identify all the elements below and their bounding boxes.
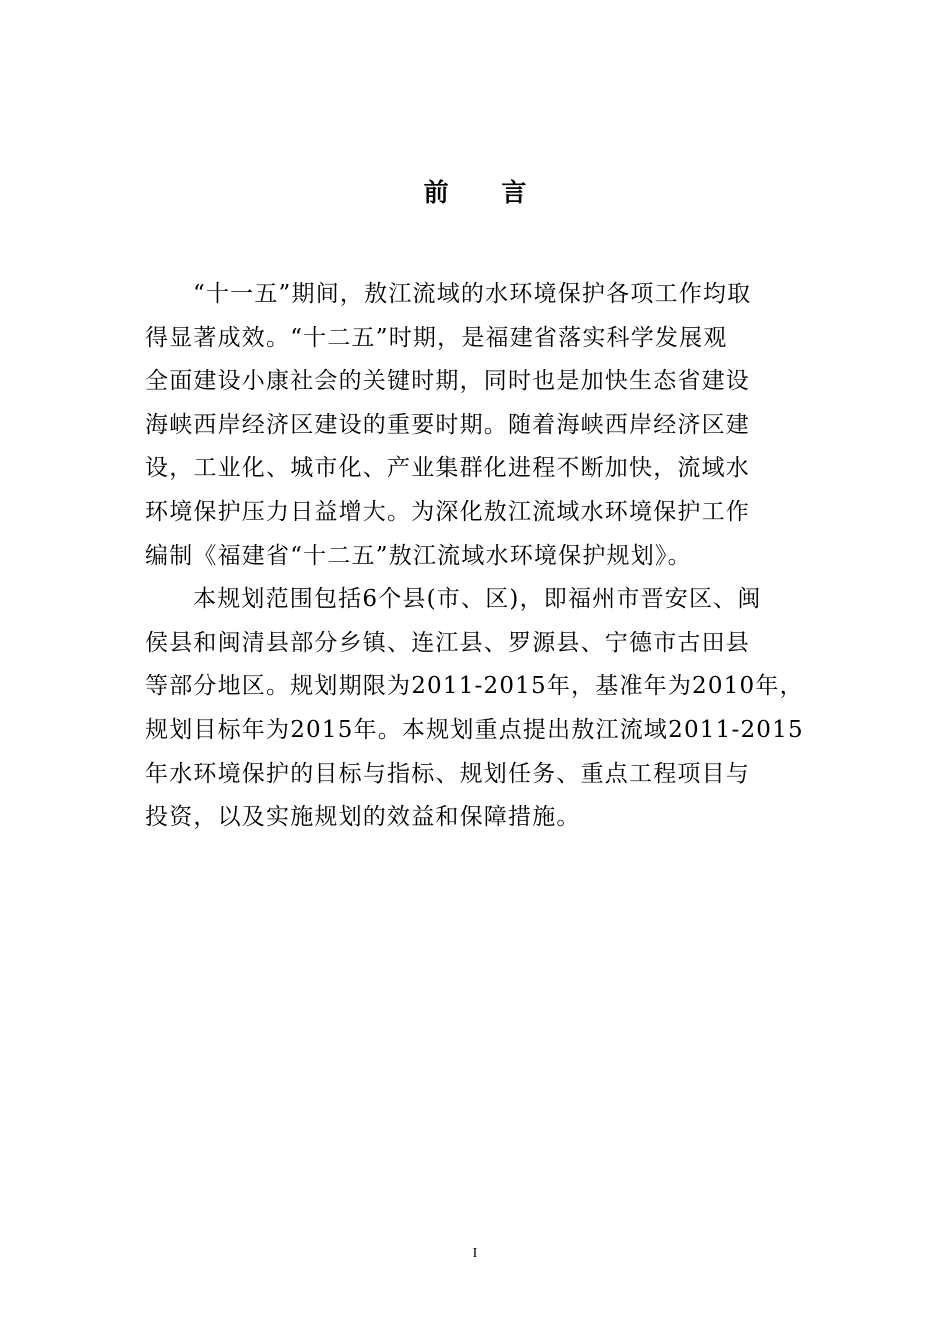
- paragraph-2-line-6: 投资，以及实施规划的效益和保障措施。: [145, 804, 581, 831]
- paragraph-2-line-4: 规划目标年为2015年。本规划重点提出敖江流域2011-2015: [145, 716, 804, 743]
- paragraph-1-line-5: 设，工业化、城市化、产业集群化进程不断加快，流域水: [145, 455, 750, 482]
- paragraph-1-line-2: 得显著成效。“十二五”时期，是福建省落实科学发展观: [145, 324, 728, 351]
- paragraph-2-line-3: 等部分地区。规划期限为2011-2015年，基准年为2010年，: [145, 673, 804, 700]
- preface-body: [145, 273, 815, 840]
- page-number: I: [472, 1246, 478, 1261]
- paragraph-2-line-2: 侯县和闽清县部分乡镇、连江县、罗源县、宁德市古田县: [145, 629, 750, 656]
- paragraph-2-line-5: 年水环境保护的目标与指标、规划任务、重点工程项目与: [145, 760, 750, 787]
- page-title: 前 言: [423, 178, 549, 207]
- paragraph-1-line-1: “十一五”期间，敖江流域的水环境保护各项工作均取: [193, 281, 752, 307]
- paragraph-1-line-7: 编制《福建省“十二五”敖江流域水环境保护规划》。: [145, 542, 692, 569]
- paragraph-1-line-3: 全面建设小康社会的关键时期，同时也是加快生态省建设: [145, 368, 750, 395]
- paragraph-1-line-6: 环境保护压力日益增大。为深化敖江流域水环境保护工作: [145, 498, 750, 525]
- paragraph-1-line-4: 海峡西岸经济区建设的重要时期。随着海峡西岸经济区建: [145, 411, 750, 438]
- paragraph-2-line-1: 本规划范围包括6个县(市、区)，即福州市晋安区、闽: [193, 586, 762, 613]
